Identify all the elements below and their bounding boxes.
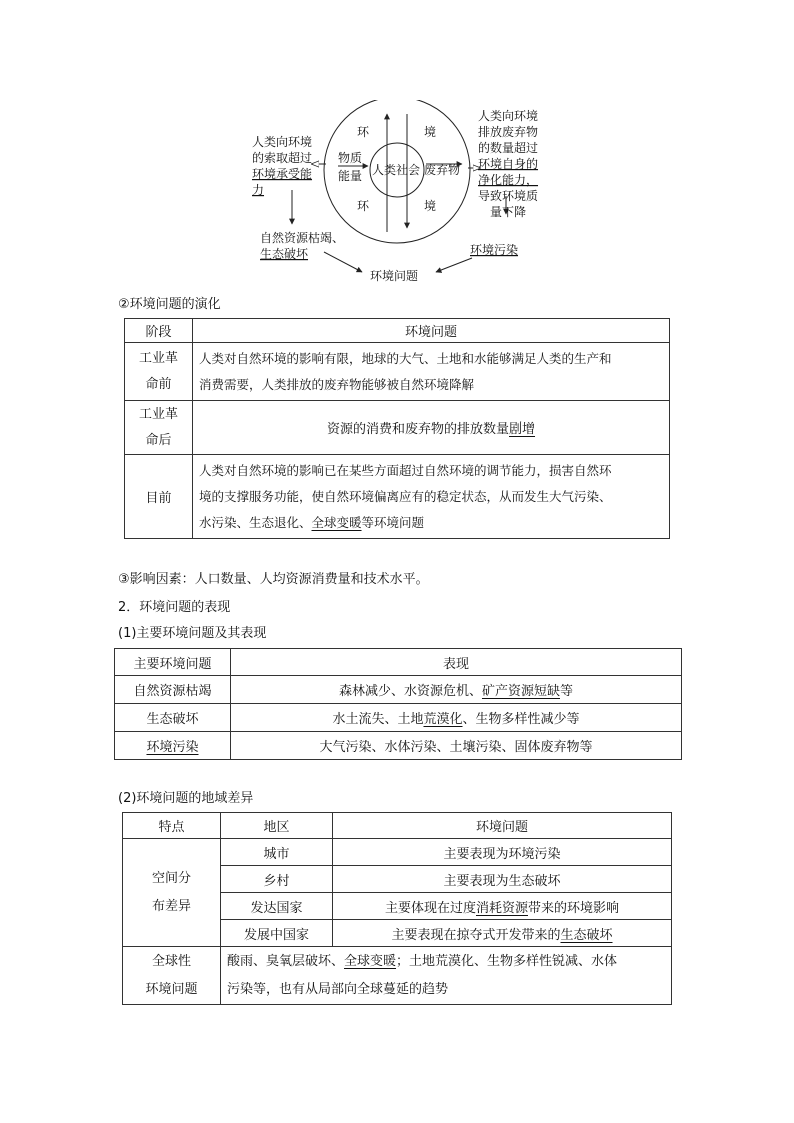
feature-cell: 空间分 布差异 bbox=[123, 839, 221, 947]
left-result-1: 自然资源枯竭、 bbox=[260, 231, 345, 245]
right-note-1: 人类向环境 bbox=[478, 109, 539, 123]
header-cell: 特点 bbox=[123, 813, 221, 839]
table-header-row bbox=[115, 649, 682, 676]
right-note-2: 排放废弃物 bbox=[478, 125, 539, 139]
table-header-row bbox=[123, 813, 672, 839]
header-cell: 环境问题 bbox=[333, 813, 672, 839]
main-problems-table bbox=[114, 648, 682, 760]
region-cell: 城市 bbox=[221, 839, 333, 866]
table-row bbox=[125, 455, 670, 539]
header-cell: 地区 bbox=[221, 813, 333, 839]
stage-cell: 工业革 命后 bbox=[125, 401, 193, 455]
issue-cell: 主要表现为生态破坏 bbox=[333, 866, 672, 893]
issue-cell: 人类对自然环境的影响已在某些方面超过自然环境的调节能力，损害自然环 境的支撑服务功能，使自然环境偏离应有的稳定状态，从而发生大气污染、 水污染、生态退化、全球变暖等环境问题 bbox=[193, 455, 670, 539]
right-note-3: 的数量超过 bbox=[478, 141, 539, 155]
right-note-5: 净化能力， bbox=[478, 173, 539, 187]
issue-cell: 主要体现在过度消耗资源带来的环境影响 bbox=[333, 893, 672, 920]
input-label-2: 能量 bbox=[338, 169, 363, 183]
factors-text: ③影响因素：人口数量、人均资源消费量和技术水平。 bbox=[118, 572, 429, 587]
header-cell: 表现 bbox=[231, 649, 682, 676]
table-row bbox=[125, 343, 670, 401]
header-cell: 阶段 bbox=[125, 319, 193, 343]
output-label: 废弃物 bbox=[424, 163, 461, 177]
left-result-2: 生态破坏 bbox=[260, 247, 309, 261]
left-note-4: 力 bbox=[252, 183, 265, 197]
table-row bbox=[123, 947, 672, 1005]
subsection-heading: (2)环境问题的地域差异 bbox=[118, 791, 254, 806]
issue-cell: 主要表现为环境污染 bbox=[333, 839, 672, 866]
region-cell: 发展中国家 bbox=[221, 920, 333, 947]
ring-label-bottom-left: 环 bbox=[357, 199, 370, 213]
issue-cell: 酸雨、臭氧层破坏、全球变暖；土地荒漠化、生物多样性锐减、水体 污染等，也有从局部向全球蔓延的趋势 bbox=[221, 947, 672, 1005]
right-note-7: 量下降 bbox=[490, 205, 527, 219]
right-result: 环境污染 bbox=[470, 243, 519, 257]
issue-cell: 资源的消费和废弃物的排放数量剧增 bbox=[193, 401, 670, 455]
feature-cell: 全球性 环境问题 bbox=[123, 947, 221, 1005]
left-note-3: 环境承受能 bbox=[252, 167, 313, 181]
subsection-heading: (1)主要环境问题及其表现 bbox=[118, 626, 267, 641]
table-row bbox=[115, 704, 682, 732]
left-note-1: 人类向环境 bbox=[252, 135, 313, 149]
manifestation-cell: 水土流失、土地荒漠化、生物多样性减少等 bbox=[231, 704, 682, 732]
evolution-table bbox=[124, 318, 670, 539]
table-row bbox=[123, 839, 672, 866]
section-heading: 2．环境问题的表现 bbox=[118, 600, 231, 615]
table-header-row bbox=[125, 319, 670, 343]
stage-cell: 工业革 命前 bbox=[125, 343, 193, 401]
manifestation-cell: 森林减少、水资源危机、矿产资源短缺等 bbox=[231, 676, 682, 704]
right-note-4: 环境自身的 bbox=[478, 157, 539, 171]
environment-diagram bbox=[240, 100, 560, 290]
table-row bbox=[115, 676, 682, 704]
bottom-label: 环境问题 bbox=[370, 269, 419, 283]
table-row bbox=[125, 401, 670, 455]
input-label-1: 物质 bbox=[338, 151, 363, 165]
issue-cell: 人类对自然环境的影响有限，地球的大气、土地和水能够满足人类的生产和 消费需要，人类排放的废弃物能够被自然环境降解 bbox=[193, 343, 670, 401]
header-cell: 环境问题 bbox=[193, 319, 670, 343]
region-cell: 乡村 bbox=[221, 866, 333, 893]
issue-cell: 主要表现在掠夺式开发带来的生态破坏 bbox=[333, 920, 672, 947]
table-row bbox=[115, 732, 682, 760]
problem-cell: 生态破坏 bbox=[115, 704, 231, 732]
evolution-heading: ②环境问题的演化 bbox=[118, 297, 221, 312]
ring-label-bottom-right: 境 bbox=[424, 199, 437, 213]
left-note-2: 的索取超过 bbox=[252, 151, 313, 165]
right-note-6: 导致环境质 bbox=[478, 189, 539, 203]
header-cell: 主要环境问题 bbox=[115, 649, 231, 676]
regional-table bbox=[122, 812, 672, 1005]
problem-cell: 环境污染 bbox=[115, 732, 231, 760]
manifestation-cell: 大气污染、水体污染、土壤污染、固体废弃物等 bbox=[231, 732, 682, 760]
stage-cell: 目前 bbox=[125, 455, 193, 539]
region-cell: 发达国家 bbox=[221, 893, 333, 920]
ring-label-top-right: 境 bbox=[424, 125, 437, 139]
ring-label-top-left: 环 bbox=[357, 125, 370, 139]
center-label: 人类社会 bbox=[372, 163, 421, 177]
problem-cell: 自然资源枯竭 bbox=[115, 676, 231, 704]
